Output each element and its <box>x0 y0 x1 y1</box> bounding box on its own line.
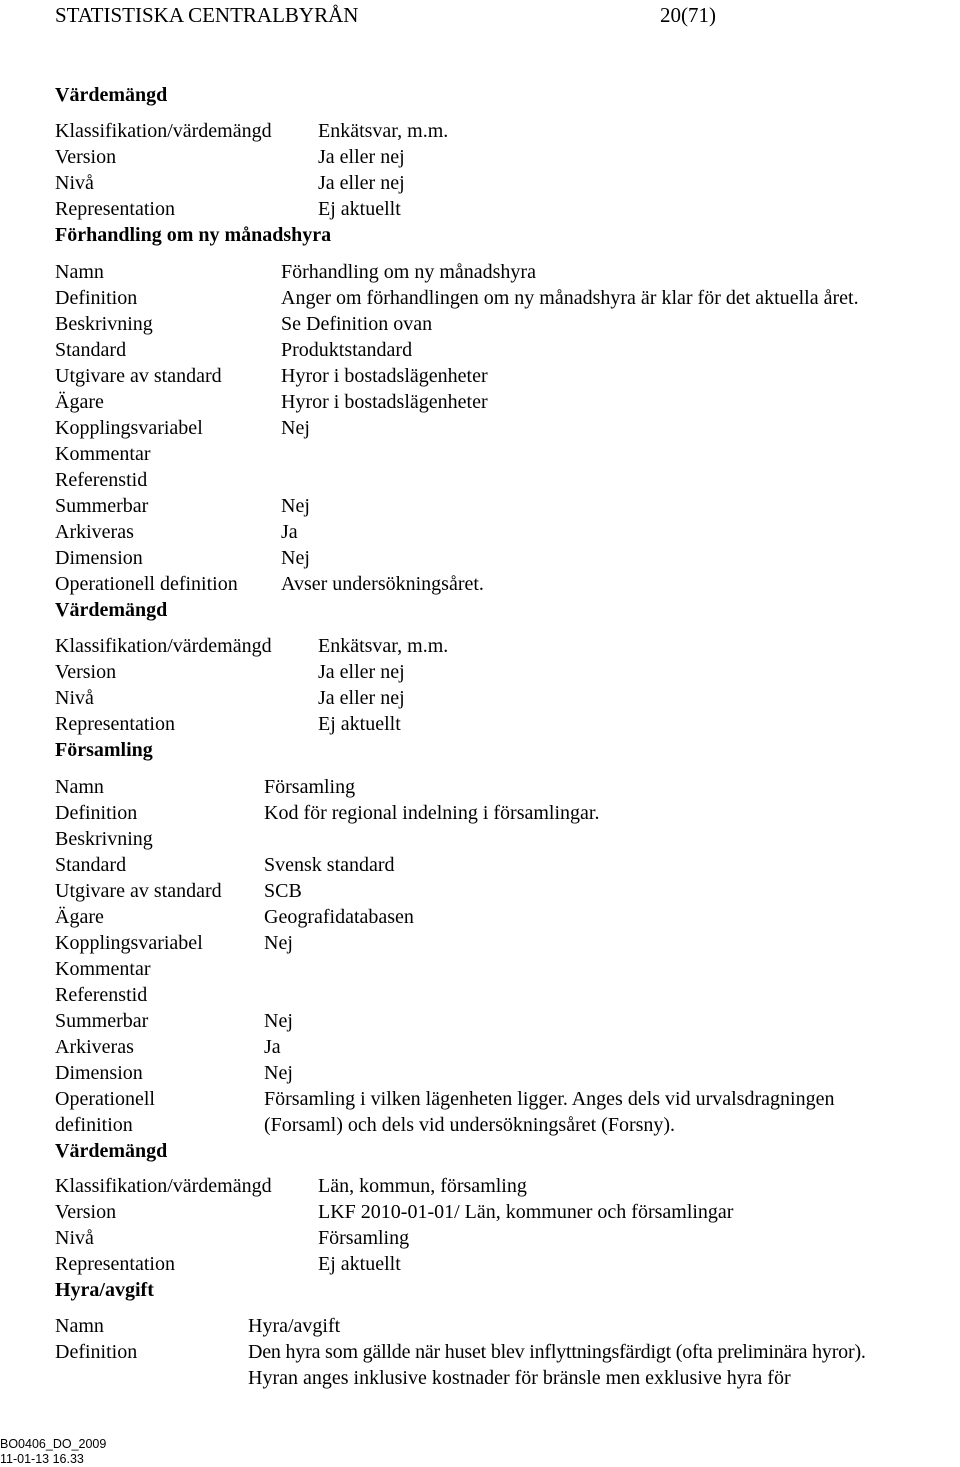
section-heading-vardemangd: Värdemängd <box>55 84 168 106</box>
field-value-kopplingsvariabel: Nej <box>264 932 293 954</box>
field-label-kopplingsvariabel: Kopplingsvariabel <box>55 417 203 439</box>
field-label-niva: Nivå <box>55 172 94 194</box>
section-heading-vardemangd: Värdemängd <box>55 599 168 621</box>
field-value-niva: Församling <box>318 1227 410 1249</box>
field-label-namn: Namn <box>55 261 104 283</box>
field-label-referenstid: Referenstid <box>55 984 148 1006</box>
field-label-definition: Definition <box>55 287 138 309</box>
field-value-beskrivning: Se Definition ovan <box>281 313 433 335</box>
field-label-operationell: Operationell <box>55 1088 155 1110</box>
field-label-version: Version <box>55 146 117 168</box>
page-number: 20(71) <box>660 3 716 27</box>
field-label-kommentar: Kommentar <box>55 443 151 465</box>
field-label-agare: Ägare <box>55 391 104 413</box>
section-heading-forsamling: Församling <box>55 739 153 761</box>
field-value-utgivare: Hyror i bostadslägenheter <box>281 365 488 387</box>
field-value-namn: Förhandling om ny månadshyra <box>281 261 536 283</box>
field-label-namn: Namn <box>55 776 104 798</box>
field-value-definition: Kod för regional indelning i församlingar. <box>264 802 600 824</box>
field-label-standard: Standard <box>55 339 127 361</box>
field-label-kommentar: Kommentar <box>55 958 151 980</box>
field-value-definition-line1: Den hyra som gällde när huset blev inflyttningsfärdigt (ofta preliminära hyror). <box>248 1341 866 1363</box>
field-value-version: LKF 2010-01-01/ Län, kommuner och församlingar <box>318 1201 734 1223</box>
field-label-version: Version <box>55 661 117 683</box>
field-label-representation: Representation <box>55 713 175 735</box>
field-value-kopplingsvariabel: Nej <box>281 417 310 439</box>
field-value-operationell-line1: Församling i vilken lägenheten ligger. Anges dels vid urvalsdragningen <box>264 1088 835 1110</box>
field-value-definition: Anger om förhandlingen om ny månadshyra är klar för det aktuella året. <box>281 287 859 309</box>
field-value-representation: Ej aktuellt <box>318 1253 401 1275</box>
field-label-niva: Nivå <box>55 1227 94 1249</box>
field-value-klassifikation: Enkätsvar, m.m. <box>318 635 449 657</box>
field-label-representation: Representation <box>55 198 175 220</box>
field-value-dimension: Nej <box>264 1062 293 1084</box>
field-value-utgivare: SCB <box>264 880 302 902</box>
field-value-dimension: Nej <box>281 547 310 569</box>
field-value-operationell-line2: (Forsaml) och dels vid undersökningsåret (Forsny). <box>264 1114 676 1136</box>
field-value-standard: Svensk standard <box>264 854 395 876</box>
field-label-arkiveras: Arkiveras <box>55 521 134 543</box>
field-label-kopplingsvariabel: Kopplingsvariabel <box>55 932 203 954</box>
field-value-operationell-definition: Avser undersökningsåret. <box>281 573 484 595</box>
field-label-standard: Standard <box>55 854 127 876</box>
field-value-klassifikation: Län, kommun, församling <box>318 1175 527 1197</box>
field-value-namn: Hyra/avgift <box>248 1315 341 1337</box>
field-value-representation: Ej aktuellt <box>318 198 401 220</box>
footer-doc-id: BO0406_DO_2009 <box>0 1437 107 1451</box>
field-label-referenstid: Referenstid <box>55 469 148 491</box>
header-org: STATISTISKA CENTRALBYRÅN <box>55 3 359 27</box>
field-value-version: Ja eller nej <box>318 146 405 168</box>
field-label-dimension: Dimension <box>55 1062 143 1084</box>
field-label-niva: Nivå <box>55 687 94 709</box>
field-label-klassifikation: Klassifikation/värdemängd <box>55 635 272 657</box>
field-value-summerbar: Nej <box>281 495 310 517</box>
field-label-beskrivning: Beskrivning <box>55 828 153 850</box>
field-value-niva: Ja eller nej <box>318 687 405 709</box>
field-label-klassifikation: Klassifikation/värdemängd <box>55 1175 272 1197</box>
field-label-utgivare: Utgivare av standard <box>55 880 222 902</box>
field-value-agare: Hyror i bostadslägenheter <box>281 391 488 413</box>
field-label-version: Version <box>55 1201 117 1223</box>
field-value-namn: Församling <box>264 776 356 798</box>
field-label-beskrivning: Beskrivning <box>55 313 153 335</box>
field-label-operationell-definition: Operationell definition <box>55 573 238 595</box>
footer-timestamp: 11-01-13 16.33 <box>0 1452 84 1466</box>
field-value-representation: Ej aktuellt <box>318 713 401 735</box>
field-label-representation: Representation <box>55 1253 175 1275</box>
field-value-arkiveras: Ja <box>264 1036 281 1058</box>
section-heading-vardemangd: Värdemängd <box>55 1140 168 1162</box>
field-value-definition-line2: Hyran anges inklusive kostnader för bränsle men exklusive hyra för <box>248 1367 791 1389</box>
section-heading-hyra: Hyra/avgift <box>55 1279 154 1301</box>
field-label-utgivare: Utgivare av standard <box>55 365 222 387</box>
field-value-klassifikation: Enkätsvar, m.m. <box>318 120 449 142</box>
field-label-definition: Definition <box>55 802 138 824</box>
field-value-arkiveras: Ja <box>281 521 298 543</box>
field-value-standard: Produktstandard <box>281 339 413 361</box>
field-value-agare: Geografidatabasen <box>264 906 414 928</box>
field-label-definition-cont: definition <box>55 1114 133 1136</box>
field-value-version: Ja eller nej <box>318 661 405 683</box>
field-value-niva: Ja eller nej <box>318 172 405 194</box>
field-label-definition: Definition <box>55 1341 138 1363</box>
field-label-summerbar: Summerbar <box>55 495 149 517</box>
field-label-dimension: Dimension <box>55 547 143 569</box>
field-label-summerbar: Summerbar <box>55 1010 149 1032</box>
field-label-namn: Namn <box>55 1315 104 1337</box>
field-label-klassifikation: Klassifikation/värdemängd <box>55 120 272 142</box>
field-value-summerbar: Nej <box>264 1010 293 1032</box>
section-heading-forhandling: Förhandling om ny månadshyra <box>55 224 332 246</box>
field-label-arkiveras: Arkiveras <box>55 1036 134 1058</box>
field-label-agare: Ägare <box>55 906 104 928</box>
